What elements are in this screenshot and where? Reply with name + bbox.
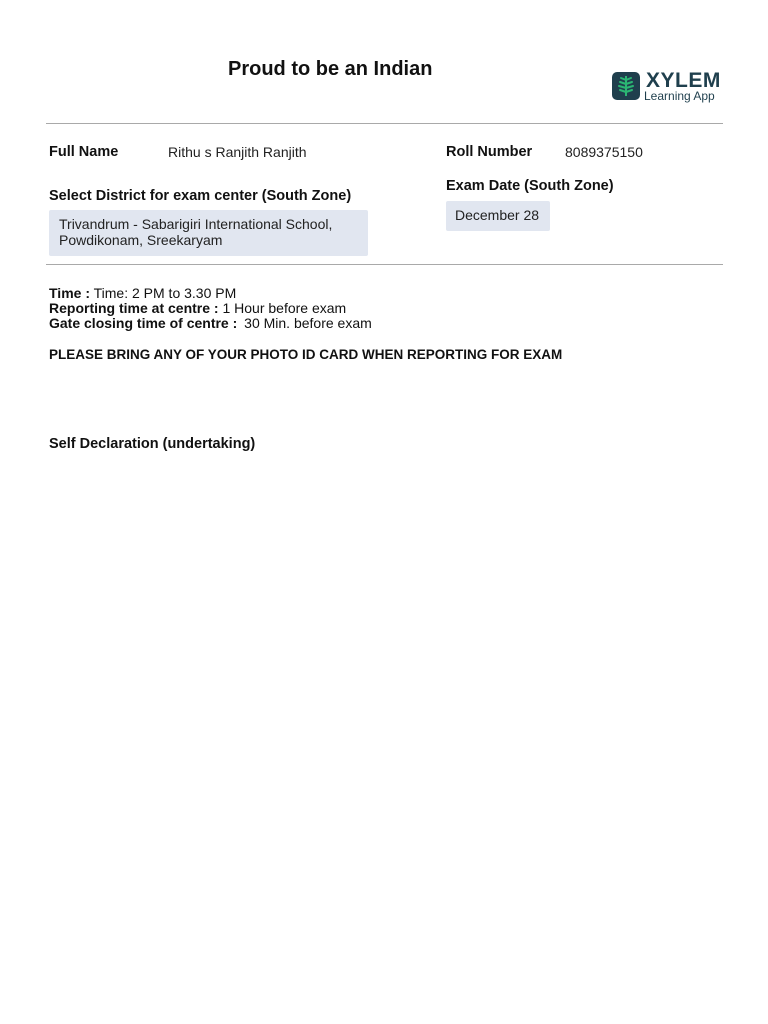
time-label: Time : xyxy=(49,285,90,301)
gate-label: Gate closing time of centre : xyxy=(49,315,238,331)
full-name-value: Rithu s Ranjith Ranjith xyxy=(168,144,307,160)
reporting-label: Reporting time at centre : xyxy=(49,300,219,316)
reporting-value: 1 Hour before exam xyxy=(222,300,347,316)
photo-id-notice: PLEASE BRING ANY OF YOUR PHOTO ID CARD WHEN REPORTING FOR EXAM xyxy=(49,347,563,362)
district-label: Select District for exam center (South Zone) xyxy=(49,188,352,204)
self-declaration-heading: Self Declaration (undertaking) xyxy=(49,436,256,452)
district-value-line1: Trivandrum - Sabarigiri International School, xyxy=(59,216,333,232)
xylem-logo xyxy=(612,70,724,104)
reporting-row xyxy=(49,301,346,316)
logo-wordmark: XYLEM xyxy=(646,69,721,92)
gate-row xyxy=(49,316,372,331)
page-title: Proud to be an Indian xyxy=(228,58,433,80)
logo-tagline: Learning App xyxy=(644,89,715,103)
exam-date-value xyxy=(446,201,550,231)
exam-date-text: December 28 xyxy=(455,207,540,223)
exam-date-label: Exam Date (South Zone) xyxy=(446,178,614,194)
roll-number-value: 8089375150 xyxy=(565,144,643,160)
district-value xyxy=(49,210,368,256)
gate-value: 30 Min. before exam xyxy=(244,315,372,331)
header-divider xyxy=(46,123,723,124)
time-row xyxy=(49,286,236,301)
section-divider xyxy=(46,264,723,265)
full-name-label: Full Name xyxy=(49,144,119,160)
roll-number-label: Roll Number xyxy=(446,144,533,160)
district-value-line2: Powdikonam, Sreekaryam xyxy=(59,232,223,248)
xylem-leaf-icon xyxy=(612,72,640,100)
time-value: Time: 2 PM to 3.30 PM xyxy=(93,285,237,301)
